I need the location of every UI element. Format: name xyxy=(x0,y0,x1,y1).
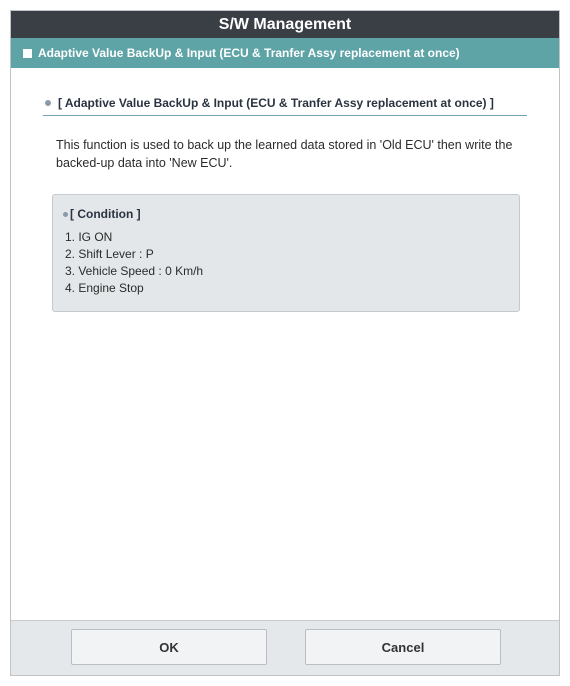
content-heading-text: [ Adaptive Value BackUp & Input (ECU & Tranfer Assy replacement at once) ] xyxy=(58,96,494,110)
dialog-footer xyxy=(11,620,559,675)
condition-item: 1. IG ON xyxy=(65,230,113,244)
condition-title-text: [ Condition ] xyxy=(70,207,141,221)
condition-item: 4. Engine Stop xyxy=(65,281,144,295)
condition-box xyxy=(52,194,520,312)
condition-item: 2. Shift Lever : P xyxy=(65,247,154,261)
condition-bullet-icon xyxy=(63,212,68,217)
section-title: Adaptive Value BackUp & Input (ECU & Tranfer Assy replacement at once) xyxy=(38,46,460,60)
condition-title xyxy=(63,207,509,221)
ok-button[interactable]: OK xyxy=(71,629,267,665)
bullet-icon xyxy=(45,100,51,106)
function-description: This function is used to back up the learned data stored in 'Old ECU' then write the backed-up data into 'New ECU'. xyxy=(56,138,513,170)
cancel-button[interactable]: Cancel xyxy=(305,629,501,665)
square-bullet-icon xyxy=(23,49,32,58)
section-header xyxy=(11,38,559,68)
content-area xyxy=(11,96,559,312)
condition-item: 3. Vehicle Speed : 0 Km/h xyxy=(65,264,204,278)
sw-management-window xyxy=(10,10,560,676)
window-title: S/W Management xyxy=(11,11,559,38)
content-heading xyxy=(43,96,527,116)
